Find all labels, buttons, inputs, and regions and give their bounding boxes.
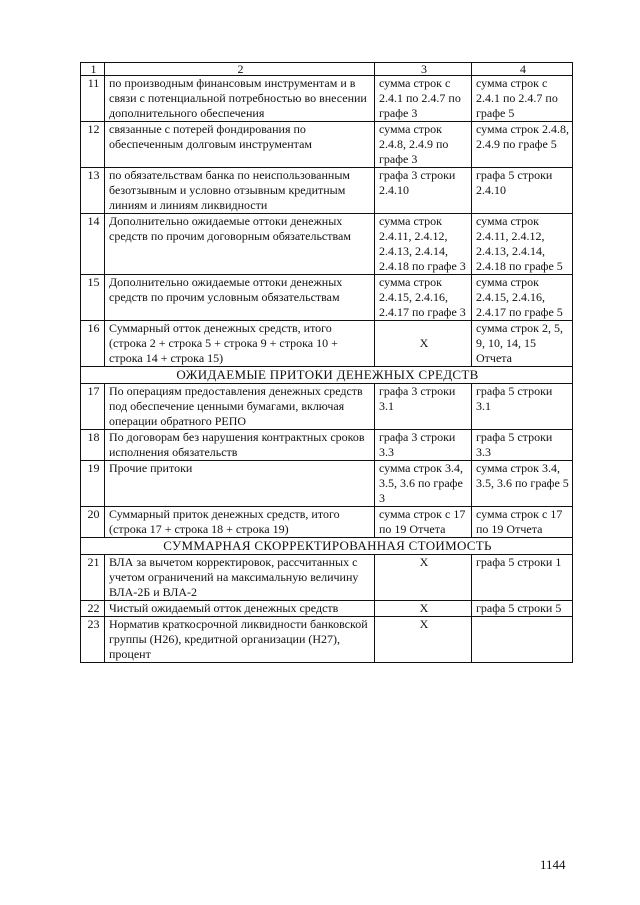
row-number: 21 <box>81 555 105 601</box>
row-number: 19 <box>81 461 105 507</box>
row-number: 11 <box>81 76 105 122</box>
row-description: Норматив краткосрочной ликвидности банковской группы (Н26), кредитной организации (Н27), процент <box>105 617 375 663</box>
row-col4-value: графа 5 строки 3.1 <box>472 384 573 430</box>
section-header-row <box>81 367 573 384</box>
row-number: 22 <box>81 601 105 617</box>
row-number: 23 <box>81 617 105 663</box>
row-col4-value: сумма строк 2.4.15, 2.4.16, 2.4.17 по графе 5 <box>472 275 573 321</box>
row-col4-value: сумма строк с 2.4.1 по 2.4.7 по графе 5 <box>472 76 573 122</box>
table-row <box>81 430 573 461</box>
table-row <box>81 214 573 275</box>
row-col4-value: сумма строк 3.4, 3.5, 3.6 по графе 5 <box>472 461 573 507</box>
header-cell-1: 1 <box>81 63 105 76</box>
row-col3-value: сумма строк с 2.4.1 по 2.4.7 по графе 3 <box>375 76 472 122</box>
table-row <box>81 384 573 430</box>
row-number: 13 <box>81 168 105 214</box>
header-cell-4: 4 <box>472 63 573 76</box>
row-col4-value: графа 5 строки 5 <box>472 601 573 617</box>
section-header-row <box>81 538 573 555</box>
row-description: по обязательствам банка по неиспользованным безотзывным и условно отзывным кредитным линиям и линиям ликвидности <box>105 168 375 214</box>
row-col3-value: X <box>375 321 472 367</box>
row-description: Дополнительно ожидаемые оттоки денежных средств по прочим условным обязательствам <box>105 275 375 321</box>
row-col3-value: графа 3 строки 2.4.10 <box>375 168 472 214</box>
row-number: 20 <box>81 507 105 538</box>
row-col4-value: сумма строк с 17 по 19 Отчета <box>472 507 573 538</box>
table-row <box>81 507 573 538</box>
table-row <box>81 122 573 168</box>
row-description: связанные с потерей фондирования по обеспеченным долговым инструментам <box>105 122 375 168</box>
header-cell-2: 2 <box>105 63 375 76</box>
row-description: По договорам без нарушения контрактных сроков исполнения обязательств <box>105 430 375 461</box>
row-description: Суммарный приток денежных средств, итого (строка 17 + строка 18 + строка 19) <box>105 507 375 538</box>
header-row <box>81 63 573 76</box>
row-description: Чистый ожидаемый отток денежных средств <box>105 601 375 617</box>
row-description: Прочие притоки <box>105 461 375 507</box>
row-col4-value: сумма строк 2.4.8, 2.4.9 по графе 5 <box>472 122 573 168</box>
row-col3-value: графа 3 строки 3.3 <box>375 430 472 461</box>
row-description: ВЛА за вычетом корректировок, рассчитанных с учетом ограничений на максимальную величину ВЛА-2Б и ВЛА-2 <box>105 555 375 601</box>
page-number: 1144 <box>540 857 566 872</box>
row-number: 12 <box>81 122 105 168</box>
table-row <box>81 168 573 214</box>
section-title: СУММАРНАЯ СКОРРЕКТИРОВАННАЯ СТОИМОСТЬ <box>81 538 573 555</box>
report-table <box>80 62 573 663</box>
table-row <box>81 555 573 601</box>
header-cell-3: 3 <box>375 63 472 76</box>
row-number: 18 <box>81 430 105 461</box>
row-col3-value: сумма строк 3.4, 3.5, 3.6 по графе 3 <box>375 461 472 507</box>
row-col3-value: сумма строк 2.4.8, 2.4.9 по графе 3 <box>375 122 472 168</box>
row-col4-value: графа 5 строки 1 <box>472 555 573 601</box>
row-col3-value: X <box>375 601 472 617</box>
row-col4-value: графа 5 строки 3.3 <box>472 430 573 461</box>
row-col3-value: X <box>375 555 472 601</box>
row-col4-value: графа 5 строки 2.4.10 <box>472 168 573 214</box>
row-col3-value: сумма строк 2.4.11, 2.4.12, 2.4.13, 2.4.14, 2.4.18 по графе 3 <box>375 214 472 275</box>
row-col3-value: графа 3 строки 3.1 <box>375 384 472 430</box>
row-col3-value: X <box>375 617 472 663</box>
table-row <box>81 461 573 507</box>
row-col3-value: сумма строк 2.4.15, 2.4.16, 2.4.17 по графе 3 <box>375 275 472 321</box>
row-col3-value: сумма строк с 17 по 19 Отчета <box>375 507 472 538</box>
row-number: 15 <box>81 275 105 321</box>
row-description: По операциям предоставления денежных средств под обеспечение ценными бумагами, включая операции обратного РЕПО <box>105 384 375 430</box>
row-col4-value <box>472 617 573 663</box>
table-row <box>81 321 573 367</box>
row-number: 16 <box>81 321 105 367</box>
table-row <box>81 275 573 321</box>
row-col4-value: сумма строк 2, 5, 9, 10, 14, 15 Отчета <box>472 321 573 367</box>
section-title: ОЖИДАЕМЫЕ ПРИТОКИ ДЕНЕЖНЫХ СРЕДСТВ <box>81 367 573 384</box>
row-description: Суммарный отток денежных средств, итого (строка 2 + строка 5 + строка 9 + строка 10 + строка 14 + строка 15) <box>105 321 375 367</box>
table-row <box>81 617 573 663</box>
row-description: по производным финансовым инструментам и в связи с потенциальной потребностью во внесении дополнительного обеспечения <box>105 76 375 122</box>
row-number: 14 <box>81 214 105 275</box>
table-row <box>81 601 573 617</box>
row-description: Дополнительно ожидаемые оттоки денежных средств по прочим договорным обязательствам <box>105 214 375 275</box>
row-col4-value: сумма строк 2.4.11, 2.4.12, 2.4.13, 2.4.14, 2.4.18 по графе 5 <box>472 214 573 275</box>
row-number: 17 <box>81 384 105 430</box>
table-row <box>81 76 573 122</box>
table-body <box>81 63 573 663</box>
